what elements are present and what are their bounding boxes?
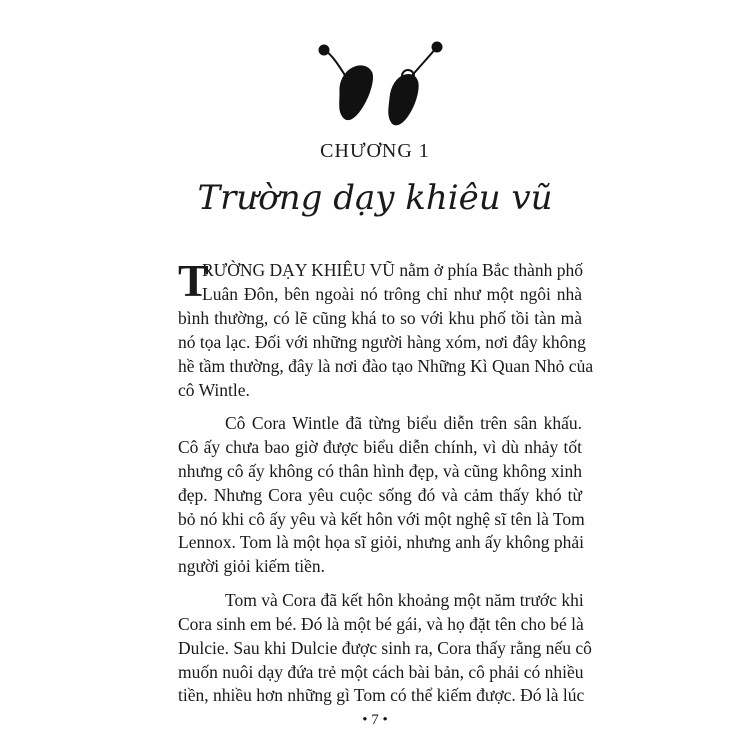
text-line: RƯỜNG DẠY KHIÊU VŨ nằm ở phía Bắc thành phố <box>202 260 584 280</box>
ballet-shoes-icon <box>310 38 450 130</box>
chapter-label: CHƯƠNG 1 <box>320 140 430 162</box>
text-line: nó tọa lạc. Đối với những người hàng xóm, nơi đây không <box>178 331 586 352</box>
text-line: người giỏi kiếm tiền. <box>178 556 326 577</box>
chapter-body <box>178 255 594 718</box>
text-line: đẹp. Nhưng Cora yêu cuộc sống đó và cảm thấy khó từ <box>178 484 582 505</box>
paragraph <box>178 589 592 709</box>
text-line: tiền, nhiều hơn những gì Tom có thể kiếm được. Đó là lúc <box>178 685 585 706</box>
page-number: • 7 • <box>362 712 388 728</box>
paragraph <box>178 412 585 579</box>
chapter-title: Trường dạy khiêu vũ <box>197 178 553 218</box>
text-line: Tom và Cora đã kết hôn khoảng một năm trước khi <box>225 589 584 610</box>
text-line: cô Wintle. <box>178 379 250 400</box>
text-line: hề tầm thường, đây là nơi đào tạo Những Kì Quan Nhỏ của <box>178 355 594 376</box>
text-line: muốn nuôi dạy đứa trẻ một cách bài bản, cô phải có nhiều <box>178 661 584 682</box>
text-line: Cô ấy chưa bao giờ được biểu diễn chính, vì dù nhảy tốt <box>178 436 582 457</box>
text-line: Cô Cora Wintle đã từng biểu diễn trên sân khấu. <box>225 412 582 433</box>
text-line: Cora sinh em bé. Đó là một bé gái, và họ đặt tên cho bé là <box>178 613 584 634</box>
text-line: bình thường, có lẽ cũng khá to so với khu phố tồi tàn mà <box>178 307 582 328</box>
text-line: Lennox. Tom là một họa sĩ giỏi, nhưng anh ấy không phải <box>178 532 585 553</box>
text-line: bỏ nó khi cô ấy yêu và kết hôn với một nghệ sĩ tên là Tom <box>178 508 585 529</box>
paragraph <box>178 255 594 402</box>
drop-cap: T <box>178 255 209 306</box>
text-line: Dulcie. Sau khi Dulcie được sinh ra, Cora thấy rằng nếu cô <box>178 637 592 658</box>
text-line: Luân Đôn, bên ngoài nó trông chỉ như một ngôi nhà <box>202 283 582 304</box>
text-line: nhưng cô ấy không có thân hình đẹp, và cũng không xinh <box>178 460 582 481</box>
